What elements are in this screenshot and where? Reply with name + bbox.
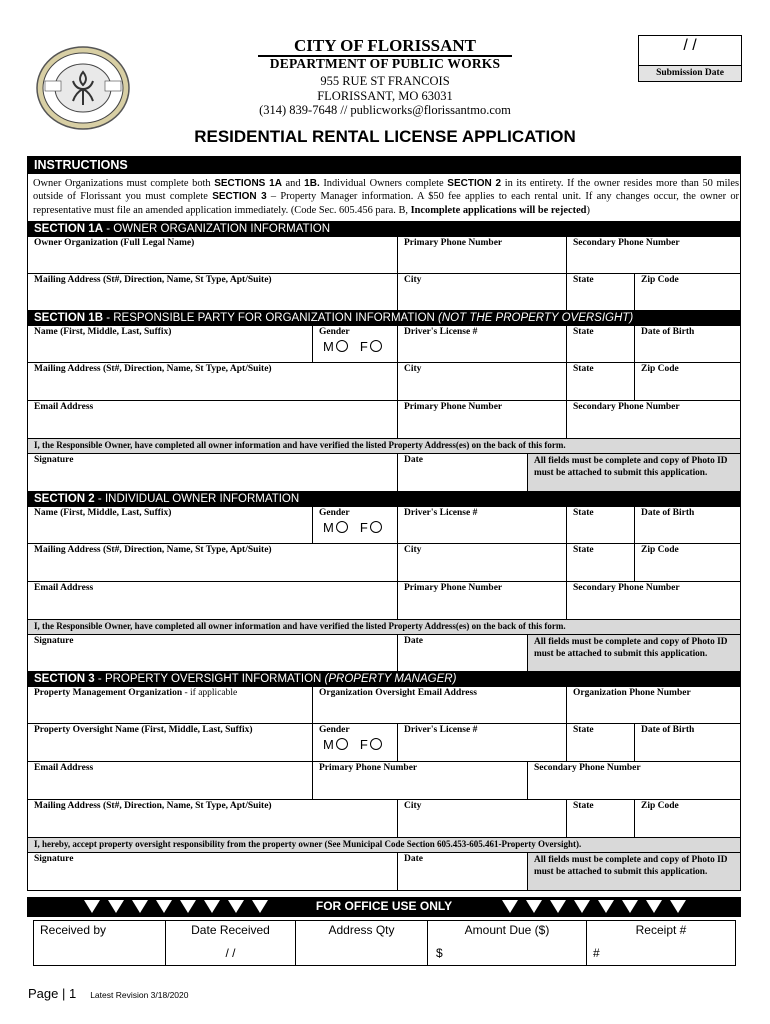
date-received-field[interactable]: Date Received / / [165,920,296,966]
down-triangle-icon [646,900,662,913]
state-field[interactable]: State [566,543,635,582]
state-field[interactable]: State [566,273,635,311]
down-triangle-icon [670,900,686,913]
gender-field[interactable]: Gender M F [312,325,398,363]
down-triangle-icon [622,900,638,913]
org-email-field[interactable]: Organization Oversight Email Address [312,686,567,724]
city-seal-logo [35,45,131,131]
section-1a-heading: SECTION 1A - OWNER ORGANIZATION INFORMATION [27,222,741,237]
down-triangle-icon [574,900,590,913]
page-footer [28,986,189,1001]
instructions-text: Owner Organizations must complete both SECTIONS 1A and 1B. Individual Owners complete SECTION 2 in its entirety. If the owner resides more than 50 miles outside of Florissant you must complete SECTION 3 – Property Manager information. A $50 fee applies to each rental unit. If any changes occur, the owner or representative must file an amended application immediately. (Code Sec. 605.456 para. B, Incomplete applications will be rejected) [33,178,739,216]
gender-field[interactable]: Gender M F [312,723,398,762]
submission-date-box[interactable] [638,35,742,82]
department-name: DEPARTMENT OF PUBLIC WORKS [269,56,501,71]
office-use-label: FOR OFFICE USE ONLY [315,899,453,913]
license-state-field[interactable]: State [566,506,635,544]
primary-phone-field[interactable]: Primary Phone Number [397,400,567,439]
contact-info: (314) 839-7648 // publicworks@florissantmo.com [259,103,511,117]
section-3-heading: SECTION 3 - PROPERTY OVERSIGHT INFORMATION (PROPERTY MANAGER) [27,672,741,687]
city-field[interactable]: City [397,543,567,582]
city-field[interactable]: City [397,799,567,838]
gender-male-radio[interactable] [336,340,348,352]
secondary-phone-field[interactable]: Secondary Phone Number [566,400,741,439]
city-name: CITY OF FLORISSANT [294,36,476,55]
name-field[interactable]: Name (First, Middle, Last, Suffix) [27,325,313,363]
section-1b-heading: SECTION 1B - RESPONSIBLE PARTY FOR ORGANIZATION INFORMATION (NOT THE PROPERTY OVERSIGHT) [27,311,741,326]
down-triangle-icon [598,900,614,913]
requirements-notice: All fields must be complete and copy of Photo ID must be attached to submit this application. [527,634,741,672]
date-field[interactable]: Date [397,634,528,672]
signature-field[interactable]: Signature [27,852,398,891]
city-state-zip: FLORISSANT, MO 63031 [317,89,453,103]
gender-male-radio[interactable] [336,521,348,533]
down-triangle-icon [550,900,566,913]
name-field[interactable]: Name (First, Middle, Last, Suffix) [27,506,313,544]
property-management-org-field[interactable]: Property Management Organization - if applicable [27,686,313,724]
zip-field[interactable]: Zip Code [634,543,741,582]
requirements-notice: All fields must be complete and copy of Photo ID must be attached to submit this application. [527,852,741,891]
owner-organization-field[interactable]: Owner Organization (Full Legal Name) [27,236,398,274]
mailing-address-field[interactable]: Mailing Address (St#, Direction, Name, St Type, Apt/Suite) [27,273,398,311]
license-state-field[interactable]: State [566,723,635,762]
license-state-field[interactable]: State [566,325,635,363]
city-field[interactable]: City [397,362,567,401]
zip-field[interactable]: Zip Code [634,273,741,311]
secondary-phone-field[interactable]: Secondary Phone Number [566,236,741,274]
primary-phone-field[interactable]: Primary Phone Number [397,581,567,620]
amount-due-field[interactable]: Amount Due ($) $ [427,920,587,966]
street-address: 955 RUE ST FRANCOIS [320,74,450,88]
drivers-license-field[interactable]: Driver's License # [397,506,567,544]
date-of-birth-field[interactable]: Date of Birth [634,506,741,544]
email-field[interactable]: Email Address [27,400,398,439]
signature-field[interactable]: Signature [27,634,398,672]
revision-date: Latest Revision 3/18/2020 [90,990,189,1000]
form-title: RESIDENTIAL RENTAL LICENSE APPLICATION [194,127,576,146]
gender-female-radio[interactable] [370,340,382,352]
instructions-heading: INSTRUCTIONS [27,156,741,174]
date-of-birth-field[interactable]: Date of Birth [634,325,741,363]
zip-field[interactable]: Zip Code [634,799,741,838]
receipt-number-field[interactable]: Receipt # # [586,920,736,966]
primary-phone-field[interactable]: Primary Phone Number [397,236,567,274]
address-qty-field[interactable]: Address Qty [295,920,428,966]
down-triangle-icon [502,900,518,913]
city-field[interactable]: City [397,273,567,311]
submission-date-label: Submission Date [639,65,741,81]
email-field[interactable]: Email Address [27,581,398,620]
property-oversight-name-field[interactable]: Property Oversight Name (First, Middle, Last, Suffix) [27,723,313,762]
drivers-license-field[interactable]: Driver's License # [397,723,567,762]
section-2-heading: SECTION 2 - INDIVIDUAL OWNER INFORMATION [27,492,741,507]
mailing-address-field[interactable]: Mailing Address (St#, Direction, Name, St Type, Apt/Suite) [27,362,398,401]
primary-phone-field[interactable]: Primary Phone Number [312,761,528,800]
gender-field[interactable]: Gender M F [312,506,398,544]
signature-field[interactable]: Signature [27,453,398,492]
date-field[interactable]: Date [397,453,528,492]
gender-female-radio[interactable] [370,521,382,533]
org-phone-field[interactable]: Organization Phone Number [566,686,741,724]
requirements-notice: All fields must be complete and copy of Photo ID must be attached to submit this application. [527,453,741,492]
secondary-phone-field[interactable]: Secondary Phone Number [527,761,741,800]
zip-field[interactable]: Zip Code [634,362,741,401]
drivers-license-field[interactable]: Driver's License # [397,325,567,363]
down-triangle-icon [526,900,542,913]
date-of-birth-field[interactable]: Date of Birth [634,723,741,762]
date-field[interactable]: Date [397,852,528,891]
attestation-statement: I, the Responsible Owner, have completed all owner information and have verified the listed Property Address(es) on the back of this form. [27,438,741,454]
gender-female-radio[interactable] [370,738,382,750]
gender-male-radio[interactable] [336,738,348,750]
submission-date-value: / / [683,37,697,54]
attestation-statement: I, the Responsible Owner, have completed all owner information and have verified the listed Property Address(es) on the back of this form. [27,619,741,635]
mailing-address-field[interactable]: Mailing Address (St#, Direction, Name, St Type, Apt/Suite) [27,543,398,582]
state-field[interactable]: State [566,362,635,401]
received-by-field[interactable]: Received by [33,920,166,966]
office-use-banner [27,897,741,917]
secondary-phone-field[interactable]: Secondary Phone Number [566,581,741,620]
email-field[interactable]: Email Address [27,761,313,800]
mailing-address-field[interactable]: Mailing Address (St#, Direction, Name, St Type, Apt/Suite) [27,799,398,838]
state-field[interactable]: State [566,799,635,838]
oversight-acceptance-statement: I, hereby, accept property oversight responsibility from the property owner (See Municipal Code Section 605.453-605.461-Property Oversight). [27,837,741,853]
page-number: Page | 1 [28,986,77,1001]
